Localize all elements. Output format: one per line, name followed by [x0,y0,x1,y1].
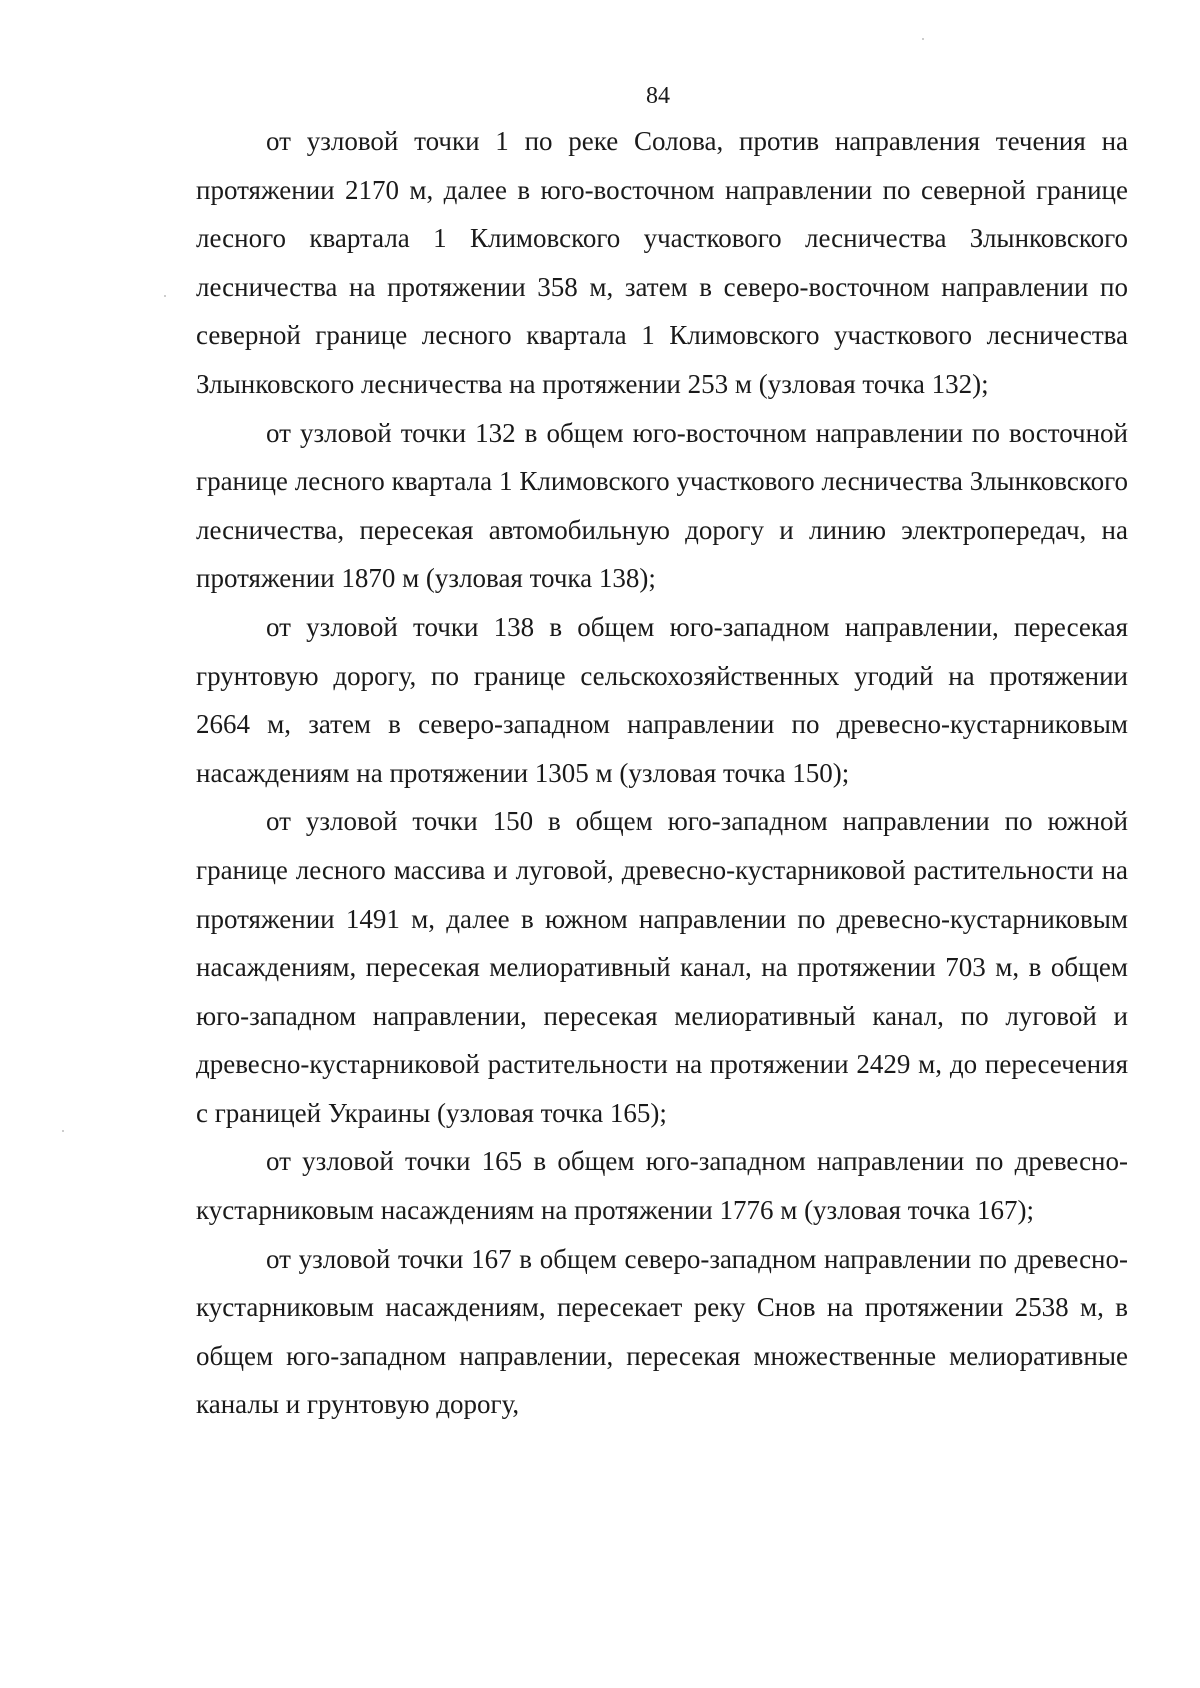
paragraph-node-167-continued: от узловой точки 167 в общем северо-западном направлении по древесно-кустарниковым насаждениям, пересекает реку Снов на протяжении 2538 м, в общем юго-западном направлении, пересекая множественные мелиоративные каналы и грунтовую дорогу, [196,1243,1128,1420]
paragraph-node-132-to-138: от узловой точки 132 в общем юго-восточном направлении по восточной границе лесного квартала 1 Климовского участкового лесничества Злынковского лесничества, пересекая автомобильную дорогу и линию электропередач, на протяжении 1870 м (узловая точка 138); [196,417,1128,594]
paragraph-node-150-to-165: от узловой точки 150 в общем юго-западном направлении по южной границе лесного массива и луговой, древесно-кустарниковой растительности на протяжении 1491 м, далее в южном направлении по древесно-кустарниковым насаждениям, пересекая мелиоративный канал, на протяжении 703 м, в общем юго-западном направлении, пересекая мелиоративный канал, по луговой и древесно-кустарниковой растительности на протяжении 2429 м, до пересечения с границей Украины (узловая точка 165); [196,806,1128,1128]
body-text [196,117,1128,1429]
page-number: 84 [646,83,670,109]
paragraph-node-165-to-167: от узловой точки 165 в общем юго-западном направлении по древесно-кустарниковым насаждениям на протяжении 1776 м (узловая точка 167); [196,1146,1128,1226]
scan-speck [62,1130,64,1132]
scan-speck [922,38,924,40]
paragraph-node-138-to-150: от узловой точки 138 в общем юго-западном направлении, пересекая грунтовую дорогу, по границе сельскохозяйственных угодий на протяжении 2664 м, затем в северо-западном направлении по древесно-кустарниковым насаждениям на протяжении 1305 м (узловая точка 150); [196,611,1128,788]
paragraph-node-1-to-132: от узловой точки 1 по реке Солова, против направления течения на протяжении 2170 м, далее в юго-восточном направлении по северной границе лесного квартала 1 Климовского участкового лесничества Злынковского лесничества на протяжении 358 м, затем в северо-восточном направлении по северной границе лесного квартала 1 Климовского участкового лесничества Злынковского лесничества на протяжении 253 м (узловая точка 132); [196,126,1128,399]
scan-speck [164,295,166,297]
